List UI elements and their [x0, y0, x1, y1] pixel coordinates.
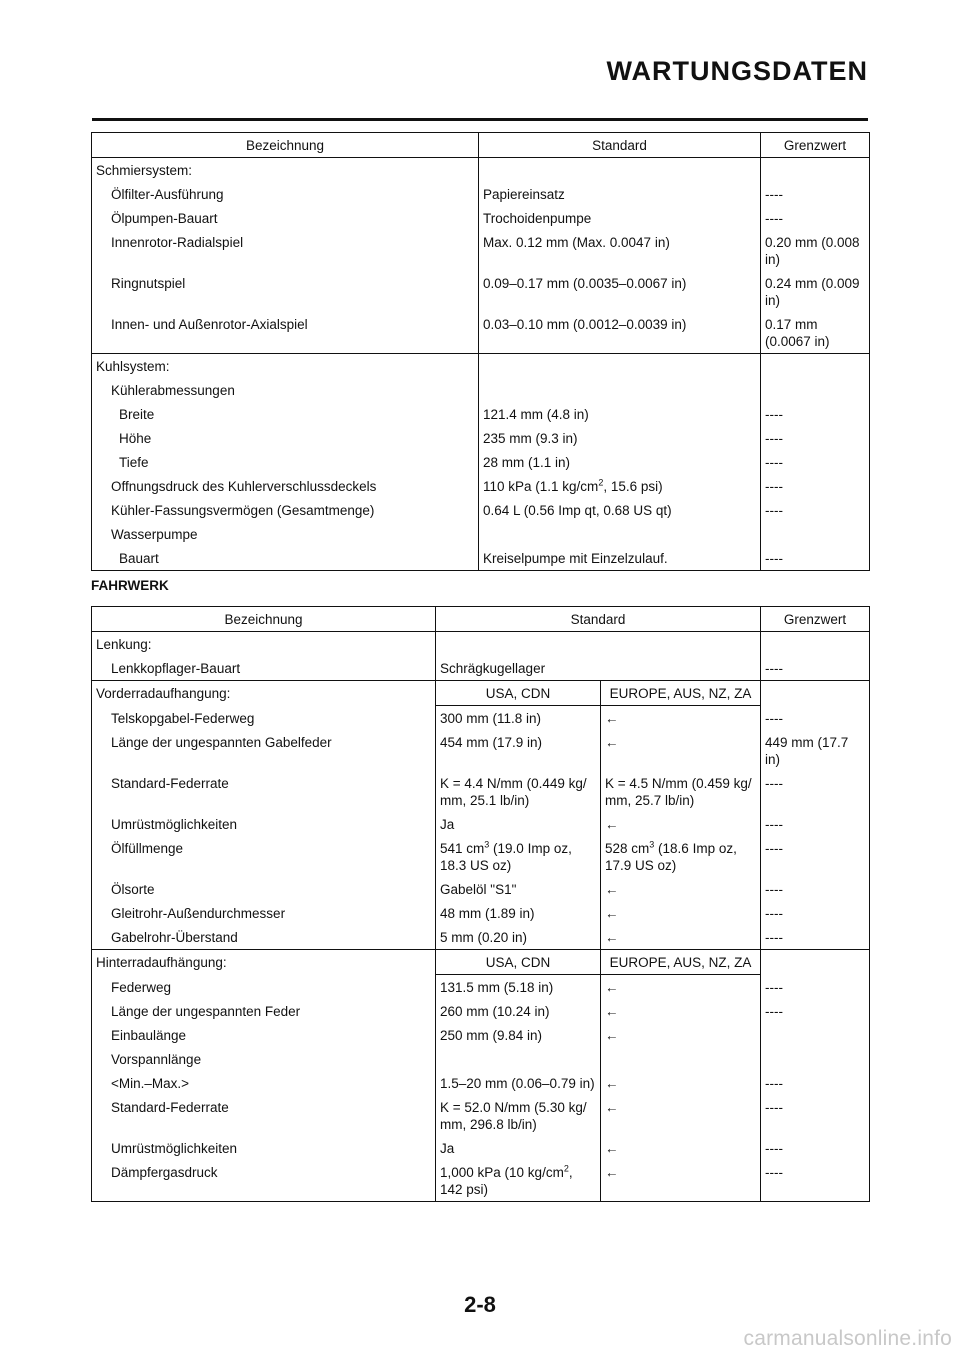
row-value-a: K = 4.4 N/mm (0.449 kg/ mm, 25.1 lb/in)	[436, 771, 601, 812]
row-name: Kühlerabmessungen	[92, 378, 479, 402]
table-row	[92, 426, 870, 450]
row-value-a: Ja	[436, 1136, 601, 1160]
row-name: Ölfüllmenge	[92, 836, 436, 877]
row-limit: ----	[761, 771, 870, 812]
row-name: Standard-Federrate	[92, 771, 436, 812]
maintenance-data-table-engine	[91, 132, 870, 571]
row-standard: Papiereinsatz	[479, 182, 761, 206]
row-standard: 0.09–0.17 mm (0.0035–0.0067 in)	[479, 271, 761, 312]
row-name: <Min.–Max.>	[92, 1071, 436, 1095]
table-row	[92, 877, 870, 901]
table-row	[92, 450, 870, 474]
row-name: Innenrotor-Radialspiel	[92, 230, 479, 271]
page-number: 2-8	[464, 1292, 496, 1317]
row-limit: ----	[761, 706, 870, 731]
group-row-rear-suspension	[92, 950, 870, 975]
table-row	[92, 656, 870, 681]
row-standard	[479, 474, 761, 498]
row-name: Höhe	[92, 426, 479, 450]
row-limit: ----	[761, 877, 870, 901]
row-standard: Max. 0.12 mm (Max. 0.0047 in)	[479, 230, 761, 271]
row-standard: 0.03–0.10 mm (0.0012–0.0039 in)	[479, 312, 761, 354]
row-standard: 121.4 mm (4.8 in)	[479, 402, 761, 426]
table-row	[92, 1136, 870, 1160]
table-row	[92, 402, 870, 426]
table-row	[92, 975, 870, 1000]
row-value-b: ←	[601, 901, 761, 925]
col-header-standard: Standard	[436, 607, 761, 632]
row-limit: 449 mm (17.7 in)	[761, 730, 870, 771]
col-header-name: Bezeichnung	[92, 607, 436, 632]
value-text: 541 cm	[440, 841, 485, 856]
table-row	[92, 925, 870, 950]
page-title: WARTUNGSDATEN	[606, 56, 868, 86]
row-limit: ----	[761, 546, 870, 571]
group-row-lubrication	[92, 158, 870, 183]
row-limit: ----	[761, 656, 870, 681]
row-value-b: ←	[601, 1071, 761, 1095]
value-text: (19.0 Imp oz, 18.3 US oz)	[440, 841, 572, 873]
row-limit: ----	[761, 999, 870, 1023]
row-name: Federweg	[92, 975, 436, 1000]
row-name: Bauart	[92, 546, 479, 571]
row-value-a: Gabelöl "S1"	[436, 877, 601, 901]
row-standard: 0.64 L (0.56 Imp qt, 0.68 US qt)	[479, 498, 761, 522]
row-value-a: 454 mm (17.9 in)	[436, 730, 601, 771]
row-limit: ----	[761, 474, 870, 498]
table-row	[92, 1047, 870, 1071]
row-value-b: ←	[601, 812, 761, 836]
row-value-a: 260 mm (10.24 in)	[436, 999, 601, 1023]
table-row	[92, 1160, 870, 1202]
superscript: 3	[484, 839, 490, 850]
row-value-b: ←	[601, 730, 761, 771]
region-header-a: USA, CDN	[436, 681, 601, 706]
row-name: Offnungsdruck des Kuhlerverschlussdeckels	[92, 474, 479, 498]
row-value-b: ←	[601, 1136, 761, 1160]
row-value-b: ←	[601, 877, 761, 901]
group-title: Schmiersystem:	[92, 158, 479, 183]
table-row	[92, 771, 870, 812]
table-row	[92, 730, 870, 771]
table-row	[92, 378, 870, 402]
row-name: Gleitrohr-Außendurchmesser	[92, 901, 436, 925]
col-header-name: Bezeichnung	[92, 133, 479, 158]
row-value-b: ←	[601, 1160, 761, 1202]
col-header-standard: Standard	[479, 133, 761, 158]
row-name: Ölfilter-Ausführung	[92, 182, 479, 206]
row-name: Umrüstmöglichkeiten	[92, 812, 436, 836]
row-name: Ölpumpen-Bauart	[92, 206, 479, 230]
row-limit: ----	[761, 1160, 870, 1202]
row-name: Länge der ungespannten Feder	[92, 999, 436, 1023]
value-text: 110 kPa (1.1 kg/cm	[483, 479, 599, 494]
value-text: , 15.6 psi)	[603, 479, 663, 494]
table-row	[92, 706, 870, 731]
row-value-a: 250 mm (9.84 in)	[436, 1023, 601, 1047]
superscript: 3	[649, 839, 655, 850]
row-limit: ----	[761, 975, 870, 1000]
row-name: Kühler-Fassungsvermögen (Gesamtmenge)	[92, 498, 479, 522]
row-limit: ----	[761, 498, 870, 522]
row-limit: ----	[761, 426, 870, 450]
row-name: Telskopgabel-Federweg	[92, 706, 436, 731]
maintenance-data-table-chassis	[91, 606, 870, 1202]
table-row	[92, 312, 870, 354]
row-name: Länge der ungespannten Gabelfeder	[92, 730, 436, 771]
row-value-a: 1.5–20 mm (0.06–0.79 in)	[436, 1071, 601, 1095]
table-row	[92, 271, 870, 312]
table-row	[92, 1071, 870, 1095]
group-row-front-suspension	[92, 681, 870, 706]
row-value-b: ←	[601, 1095, 761, 1136]
table-row	[92, 230, 870, 271]
row-standard: 28 mm (1.1 in)	[479, 450, 761, 474]
row-standard: Kreiselpumpe mit Einzelzulauf.	[479, 546, 761, 571]
col-header-limit: Grenzwert	[761, 607, 870, 632]
table-header-row	[92, 607, 870, 632]
col-header-limit: Grenzwert	[761, 133, 870, 158]
watermark: carmanualsonline.info	[743, 1327, 952, 1350]
row-name: Wasserpumpe	[92, 522, 479, 546]
row-limit: 0.17 mm (0.0067 in)	[761, 312, 870, 354]
group-title: Hinterradaufhängung:	[92, 950, 436, 975]
row-limit: 0.20 mm (0.008 in)	[761, 230, 870, 271]
row-value-b: ←	[601, 706, 761, 731]
row-limit: ----	[761, 901, 870, 925]
row-value-b: K = 4.5 N/mm (0.459 kg/ mm, 25.7 lb/in)	[601, 771, 761, 812]
row-value-a	[436, 1160, 601, 1202]
table-header-row	[92, 133, 870, 158]
row-name: Dämpfergasdruck	[92, 1160, 436, 1202]
row-standard: 235 mm (9.3 in)	[479, 426, 761, 450]
row-value-b	[601, 836, 761, 877]
row-standard: Trochoidenpumpe	[479, 206, 761, 230]
table-row	[92, 836, 870, 877]
group-title: Kuhlsystem:	[92, 354, 479, 379]
row-limit: ----	[761, 450, 870, 474]
value-text: 528 cm	[605, 841, 650, 856]
section-heading-chassis: FAHRWERK	[91, 578, 169, 593]
superscript: 2	[598, 477, 604, 488]
table-row	[92, 812, 870, 836]
value-text: 1,000 kPa (10 kg/cm	[440, 1165, 564, 1180]
row-value-b: ←	[601, 975, 761, 1000]
row-name: Ölsorte	[92, 877, 436, 901]
row-value-a	[436, 836, 601, 877]
title-rule	[92, 118, 868, 121]
row-standard: Schrägkugellager	[436, 656, 761, 681]
table-row	[92, 999, 870, 1023]
region-header-a: USA, CDN	[436, 950, 601, 975]
row-name: Vorspannlänge	[92, 1047, 436, 1071]
row-name: Gabelrohr-Überstand	[92, 925, 436, 950]
row-limit: ----	[761, 206, 870, 230]
value-text: , 142 psi)	[440, 1165, 573, 1197]
table-row	[92, 206, 870, 230]
row-limit: 0.24 mm (0.009 in)	[761, 271, 870, 312]
row-limit: ----	[761, 1136, 870, 1160]
row-name: Standard-Federrate	[92, 1095, 436, 1136]
row-value-a: Ja	[436, 812, 601, 836]
table-row	[92, 522, 870, 546]
group-title: Lenkung:	[92, 632, 436, 657]
table-row	[92, 901, 870, 925]
row-value-a: K = 52.0 N/mm (5.30 kg/ mm, 296.8 lb/in)	[436, 1095, 601, 1136]
row-value-b: ←	[601, 999, 761, 1023]
table-row	[92, 1023, 870, 1047]
row-name: Innen- und Außenrotor-Axialspiel	[92, 312, 479, 354]
row-name: Breite	[92, 402, 479, 426]
row-value-a: 300 mm (11.8 in)	[436, 706, 601, 731]
row-limit: ----	[761, 836, 870, 877]
row-name: Ringnutspiel	[92, 271, 479, 312]
row-name: Lenkkopflager-Bauart	[92, 656, 436, 681]
region-header-b: EUROPE, AUS, NZ, ZA	[601, 950, 761, 975]
row-value-a: 5 mm (0.20 in)	[436, 925, 601, 950]
row-value-a: 131.5 mm (5.18 in)	[436, 975, 601, 1000]
group-row-cooling	[92, 354, 870, 379]
row-name: Einbaulänge	[92, 1023, 436, 1047]
row-name: Tiefe	[92, 450, 479, 474]
superscript: 2	[563, 1163, 569, 1174]
row-limit: ----	[761, 182, 870, 206]
row-name: Umrüstmöglichkeiten	[92, 1136, 436, 1160]
table-row	[92, 182, 870, 206]
row-value-a: 48 mm (1.89 in)	[436, 901, 601, 925]
row-limit: ----	[761, 1071, 870, 1095]
group-row-steering	[92, 632, 870, 657]
row-limit: ----	[761, 925, 870, 950]
row-limit: ----	[761, 402, 870, 426]
value-text: (18.6 Imp oz, 17.9 US oz)	[605, 841, 737, 873]
row-limit: ----	[761, 1095, 870, 1136]
row-value-b: ←	[601, 1023, 761, 1047]
row-limit: ----	[761, 812, 870, 836]
region-header-b: EUROPE, AUS, NZ, ZA	[601, 681, 761, 706]
table-row	[92, 1095, 870, 1136]
table-row	[92, 546, 870, 571]
table-row	[92, 474, 870, 498]
table-row	[92, 498, 870, 522]
row-value-b: ←	[601, 925, 761, 950]
group-title: Vorderradaufhangung:	[92, 681, 436, 706]
